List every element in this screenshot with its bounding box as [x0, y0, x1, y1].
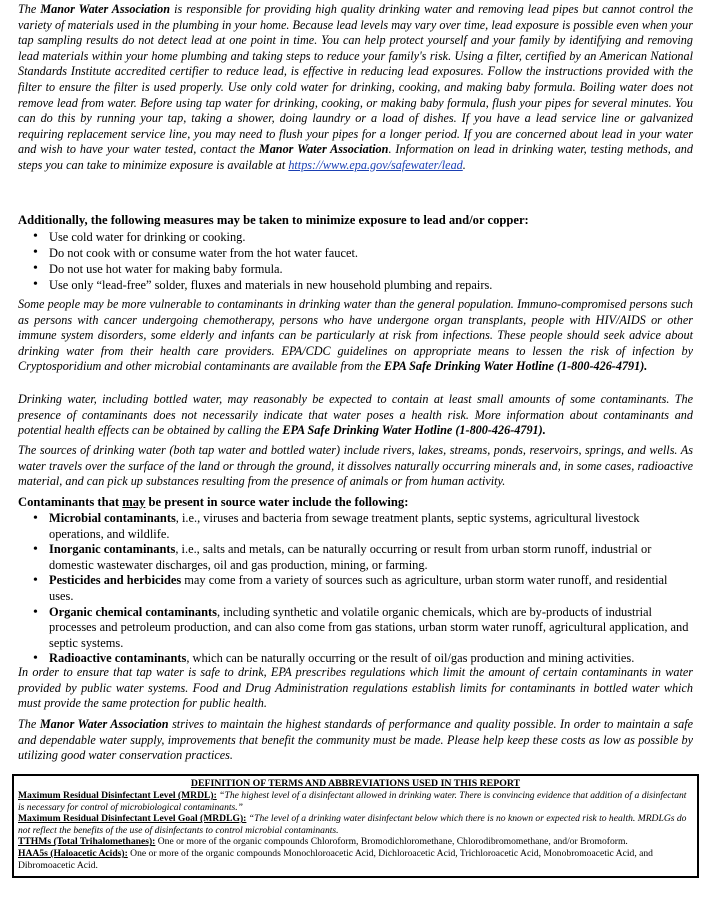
sources-paragraph: The sources of drinking water (both tap water and bottled water) include rivers, lakes, streams, ponds, reservoirs, springs, and wells. As water travels over the surface of the land or through the ground, it dissolves naturally occurring minerals and, in some cases, radioactive material, and can pick up substances resulting from the presence of animals or from human activity. [18, 443, 693, 489]
text-run: The [18, 2, 41, 16]
definition-text: “The highest level of a disinfectant allowed in drinking water. There is convincing evidence that addition of a disinfectant is necessary for control of microbiological contaminants.” [18, 790, 687, 813]
text-run: Some people may be more vulnerable to contaminants in drinking water than the general population. Immuno-compromised persons such as persons with cancer undergoing chemotherapy, persons who have undergone organ transplants, people with HIV/AIDS or other immune system disorders, some elderly and infants can be particularly at risk from infections. These people should seek advice about drinking water from their health care providers. EPA/CDC guidelines on appropriate means to lessen the risk of infection by Cryptosporidium and other microbial contaminants are available from the [18, 297, 693, 374]
contaminant-desc: , including synthetic and volatile organic chemicals, which are by-products of industrial processes and petroleum production, and can also come from gas stations, urban storm water runoff, agricultural application, and septic systems. [49, 604, 689, 650]
list-item: • Do not cook with or consume water from the hot water faucet. [30, 245, 690, 261]
contaminants-heading [18, 494, 693, 510]
contaminant-term: Radioactive contaminants [49, 651, 187, 666]
text-run: is responsible for providing high quality drinking water and removing lead pipes but cannot control the variety of materials used in the plumbing in your home. Because lead levels may vary over time, lead exposure is possible even when your tap sampling results do not detect lead at one point in time. You can help protect yourself and your family by identifying and removing lead materials within your home plumbing and taking steps to reduce your family's risk. Using a filter, certified by an American National Standards Institute accredited certifier to reduce lead, is effective in reducing lead exposures. Follow the instructions provided with the filter to ensure the filter is used properly. Use only cold water for drinking, cooking, and making baby formula. Boiling water does not remove lead from water. Before using tap water for drinking, cooking, or making baby formula, flush your pipes for several minutes. You can do this by running your tap, taking a shower, doing laundry or a load of dishes. If you have a lead service line or galvanized requiring replacement service line, you may need to flush your pipes for a longer period. If you are concerned about lead in your water and wish to have your water tested, contact the [18, 2, 693, 157]
hotline-text: EPA Safe Drinking Water Hotline (1-800-426-4791). [282, 423, 546, 438]
measures-heading: Additionally, the following measures may be taken to minimize exposure to lead and/or copper: [18, 213, 529, 227]
contaminant-desc: may come from a variety of sources such as agriculture, urban storm water runoff, and residential uses. [49, 573, 668, 603]
contaminant-desc: , i.e., salts and metals, can be naturally occurring or result from urban storm runoff, industrial or domestic wastewater discharges, oil and gas production, mining, or farming. [49, 542, 652, 572]
contaminant-desc: , i.e., viruses and bacteria from sewage treatment plants, septic systems, agricultural livestock operations, and wildlife. [49, 511, 640, 541]
list-item [30, 542, 692, 573]
definition-term: Maximum Residual Disinfectant Level Goal (MRDLG): [18, 813, 247, 825]
definitions-title: DEFINITION OF TERMS AND ABBREVIATIONS USED IN THIS REPORT [190, 778, 521, 789]
epa-regulations-paragraph: In order to ensure that tap water is safe to drink, EPA prescribes regulations which limit the amount of certain contaminants in water provided by public water systems. Food and Drug Administration regulations establish limits for contaminants in bottled water which must provide the same protection for public health. [18, 665, 693, 711]
list-item [30, 511, 692, 542]
association-name: Manor Water Association [40, 2, 171, 16]
definition-item [18, 813, 693, 836]
text-run: be present in source water include the following: [145, 495, 409, 509]
lead-info-paragraph [18, 2, 693, 174]
epa-lead-link[interactable]: https://www.epa.gov/safewater/lead [288, 157, 463, 172]
text-run: Contaminants that [18, 495, 123, 509]
list-item: • Use only “lead-free” solder, fluxes and materials in new household plumbing and repairs. [30, 277, 690, 293]
vulnerable-populations-paragraph [18, 297, 693, 375]
text-run: Drinking water, including bottled water, may reasonably be expected to contain at least small amounts of some contaminants. The presence of contaminants does not necessarily indicate that water poses a health risk. More information about contaminants and potential health effects can be obtained by calling the [18, 392, 693, 438]
underlined-word: may [122, 495, 146, 509]
definition-term: TTHMs (Total Trihalomethanes): [18, 836, 156, 848]
list-item: • Do not use hot water for making baby formula. [30, 261, 690, 277]
association-name: Manor Water Association [258, 142, 389, 157]
definitions-box [12, 774, 699, 878]
text-run: strives to maintain the highest standards of performance and quality possible. In order to maintain a safe and dependable water supply, improvements that benefit the community must be made. Please help keep these costs as low as possible by utilizing good water conservation practices. [18, 717, 693, 763]
definition-item [18, 790, 693, 813]
definition-term: Maximum Residual Disinfectant Level (MRDL): [18, 790, 217, 801]
contaminant-term: Inorganic contaminants [49, 542, 176, 557]
contaminant-desc: , which can be naturally occurring or the result of oil/gas production and mining activities. [186, 651, 635, 666]
conservation-paragraph [18, 717, 693, 764]
definition-item [18, 836, 693, 848]
text-run: . Information on lead in drinking water, testing methods, and steps you can take to minimize exposure is available at [18, 142, 693, 172]
list-item [30, 573, 692, 604]
definition-text: “The level of a drinking water disinfectant below which there is no known or expected risk to health. MRDLGs do not reflect the benefits of the use of disinfectants to control microbial contaminants. [18, 813, 687, 836]
text-run: . [462, 157, 466, 172]
list-item [30, 605, 692, 652]
hotline-text: EPA Safe Drinking Water Hotline (1-800-426-4791). [383, 359, 648, 374]
contaminant-term: Microbial contaminants [49, 511, 176, 525]
measures-list [30, 229, 690, 293]
contaminant-term: Organic chemical contaminants [49, 604, 217, 619]
text-run: The [18, 717, 40, 731]
bottled-water-paragraph [18, 392, 693, 439]
definition-text: One or more of the organic compounds Monochloroacetic Acid, Dichloroacetic Acid, Trichloroacetic Acid, Monobromoacetic Acid, and Dibromoacetic Acid. [18, 847, 653, 871]
contaminants-list [30, 511, 692, 667]
list-item: • Use cold water for drinking or cooking. [30, 229, 690, 245]
definition-term: HAA5s (Haloacetic Acids): [18, 847, 128, 859]
contaminant-term: Pesticides and herbicides [49, 573, 182, 588]
association-name: Manor Water Association [39, 717, 169, 731]
definition-text: One or more of the organic compounds Chloroform, Bromodichloromethane, Chlorodibromomethane, and/or Bromoform. [155, 836, 628, 848]
definition-item [18, 848, 693, 871]
